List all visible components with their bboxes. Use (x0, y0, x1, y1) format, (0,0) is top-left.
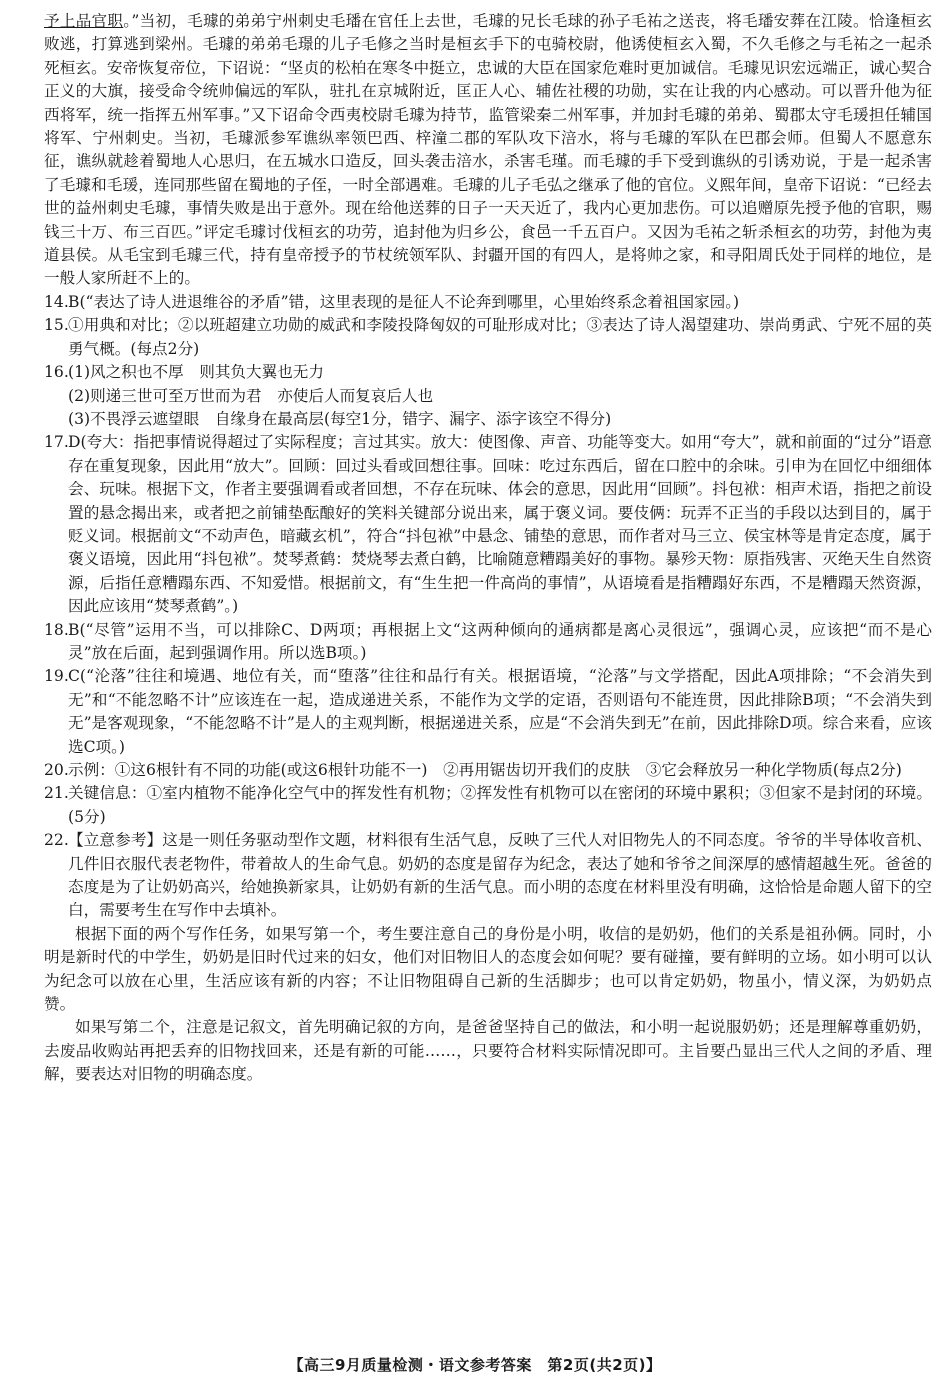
answer-number: 18. (44, 620, 69, 639)
answer-19 (44, 665, 932, 759)
answer-number: 21. (44, 784, 69, 803)
answer-14 (44, 291, 932, 314)
answer-text: 示例：①这6根针有不同的功能(或这6根针功能不一) ②再用锯齿切开我们的皮肤 ③它会释放另一种化学物质(每点2分) (68, 761, 902, 779)
answer-number: 15. (44, 316, 69, 335)
answer-line: (3)不畏浮云遮望眼 自缘身在最高层(每空1分，错字、漏字、添字该空不得分) (68, 409, 612, 428)
page-footer: 【高三9月质量检测・语文参考答案 第2页(共2页)】 (288, 1356, 662, 1374)
essay-paragraph-task-one: 根据下面的两个写作任务，如果写第一个，考生要注意自己的身份是小明，收信的是奶奶，他们的关系是祖孙俩。同时，小明是新时代的中学生，奶奶是旧时代过来的妇女，他们对旧物旧人的态度会如何呢？要有碰撞，要有鲜明的立场。如小明可以认为纪念可以放在心里，生活应该有新的内容；不让旧物阻碍自己新的生活脚步；也可以肯定奶奶，物虽小，情义深，为奶奶点赞。 (44, 924, 932, 1014)
answer-text: ①用典和对比；②以班超建立功勋的威武和李陵投降匈奴的可耻形成对比；③表达了诗人渴望建功、崇尚勇武、宁死不屈的英勇气概。(每点2分) (68, 316, 932, 358)
answer-18 (44, 619, 932, 666)
answer-number: 22. (44, 831, 69, 850)
intro-paragraph (44, 10, 932, 291)
answer-22 (44, 829, 932, 923)
answer-15 (44, 314, 932, 361)
answer-16 (44, 361, 932, 431)
answer-number: 16. (44, 363, 69, 382)
answer-text: B(“尽管”运用不当，可以排除C、D两项；再根据上文“这两种倾向的通病都是离心灵很远”，强调心灵，应该把“而不是心灵”放在后面，起到强调作用。所以选B项。) (68, 620, 932, 662)
answer-20 (44, 759, 932, 782)
answer-number: 20. (44, 761, 69, 779)
answer-17 (44, 431, 932, 618)
answer-line: (2)则递三世可至万世而为君 亦使后人而复哀后人也 (68, 386, 434, 405)
answer-number: 14. (44, 292, 69, 311)
answer-number: 19. (44, 667, 69, 686)
answer-line: (1)风之积也不厚 则其负大翼也无力 (68, 363, 324, 382)
answer-text: B(“表达了诗人进退维谷的矛盾”错，这里表现的是征人不论奔到哪里，心里始终系念着祖国家园。) (68, 292, 740, 311)
intro-underlined-text: 予上品官职 (44, 12, 124, 30)
intro-text: 。”当初，毛璩的弟弟宁州刺史毛璠在官任上去世，毛璩的兄长毛球的孙子毛祐之送丧，将毛璠安葬在江陵。恰逢桓玄败逃，打算逃到梁州。毛璩的弟弟毛璟的儿子毛修之当时是桓玄手下的屯骑校尉，他诱使桓玄入蜀，不久毛修之与毛祐之一起杀死桓玄。安帝恢复帝位，下诏说：“坚贞的松柏在寒冬中挺立，忠诚的大臣在国家危难时更加诚信。毛璩见识宏远端正，诚心契合正义的大旗，接受命令统帅偏远的军队，驻扎在京城附近，匡正人心、辅佐社稷的功勋，实在让我的内心感动。可以晋升他为征西将军，统一指挥五州军事。”又下诏命令西夷校尉毛璩为持节，监管梁秦二州军事，并加封毛璩的弟弟、蜀郡太守毛瑗担任辅国将军、宁州刺史。当初，毛璩派参军谯纵率领巴西、梓潼二郡的军队攻下涪水，将与毛璩的军队在巴郡会师。但蜀人不愿意东征，谯纵就趁着蜀地人心思归，在五城水口造反，回头袭击涪水，杀害毛瑾。而毛璩的手下受到谯纵的引诱劝说，于是一起杀害了毛璩和毛瑗，连同那些留在蜀地的子侄，一时全部遇难。毛璩的儿子毛弘之继承了他的官位。义熙年间，皇帝下诏说：“已经去世的益州刺史毛璩，事情失败是出于意外。现在给他送葬的日子一天天近了，我内心更加悲伤。可以追赠原先授予他的官职，赐钱三十万、布三百匹。”评定毛璩讨伐桓玄的功劳，追封他为归乡公，食邑一千五百户。又因为毛祐之斩杀桓玄的功劳，封他为夷道县侯。从毛宝到毛璩三代，持有皇帝授予的节杖统领军队、封疆开国的有四人，是将帅之家，和寻阳周氏处于同样的地位，是一般人家所赶不上的。 (44, 12, 932, 288)
answer-number: 17. (44, 433, 69, 452)
answer-page (44, 10, 932, 1087)
answer-text: 【立意参考】这是一则任务驱动型作文题，材料很有生活气息，反映了三代人对旧物先人的不同态度。爷爷的半导体收音机、几件旧衣服代表老物件，带着故人的生命气息。奶奶的态度是留存为纪念，表达了她和爷爷之间深厚的感情超越生死。爸爸的态度是为了让奶奶高兴，给她换新家具，让奶奶有新的生活气息。而小明的态度在材料里没有明确，这恰恰是命题人留下的空白，需要考生在写作中去填补。 (68, 831, 932, 920)
answer-21 (44, 782, 932, 829)
essay-paragraph-task-two: 如果写第二个，注意是记叙文，首先明确记叙的方向，是爸爸坚持自己的做法，和小明一起说服奶奶；还是理解尊重奶奶，去废品收购站再把丢弃的旧物找回来，还是有新的可能……，只要符合材料实际情况即可。主旨要凸显出三代人之间的矛盾、理解，要表达对旧物的明确态度。 (44, 1018, 932, 1084)
answer-text: C(“沦落”往往和境遇、地位有关，而“堕落”往往和品行有关。根据语境，“沦落”与文学搭配，因此A项排除；“不会消失到无”和“不能忽略不计”应该连在一起，造成递进关系，不能作为文学的定语，否则语句不能连贯，因此排除B项；“不会消失到无”是客观现象，“不能忽略不计”是人的主观判断，根据递进关系，应是“不会消失到无”在前，因此排除D项。综合来看，应该选C项。) (68, 667, 932, 756)
answer-text: 关键信息：①室内植物不能净化空气中的挥发性有机物；②挥发性有机物可以在密闭的环境中累积；③但家不是封闭的环境。(5分) (68, 784, 932, 826)
answer-text: D(夸大：指把事情说得超过了实际程度；言过其实。放大：使图像、声音、功能等变大。如用“夸大”，就和前面的“过分”语意存在重复现象，因此用“放大”。回顾：回过头看或回想往事。回味：吃过东西后，留在口腔中的余味。引申为在回忆中细细体会、玩味。根据下文，作者主要强调看或者回想，不存在玩味、体会的意思，因此用“回顾”。抖包袱：相声术语，指把之前设置的悬念揭出来，或者把之前铺垫酝酿好的笑料关键部分说出来，属于褒义词。要伎俩：玩弄不正当的手段以达到目的，属于贬义词。根据前文“不动声色，暗藏玄机”，符合“抖包袱”中悬念、铺垫的意思，而作者对马三立、侯宝林等是肯定态度，属于褒义语境，因此用“抖包袱”。焚琴煮鹤：焚烧琴去煮白鹤，比喻随意糟蹋美好的事物。暴殄天物：原指残害、灭绝天生自然资源，后指任意糟蹋东西、不知爱惜。根据前文，有“生生把一件高尚的事情”，从语境看是指糟蹋好东西，不是糟蹋天然资源，因此应该用“焚琴煮鹤”。) (68, 433, 932, 616)
